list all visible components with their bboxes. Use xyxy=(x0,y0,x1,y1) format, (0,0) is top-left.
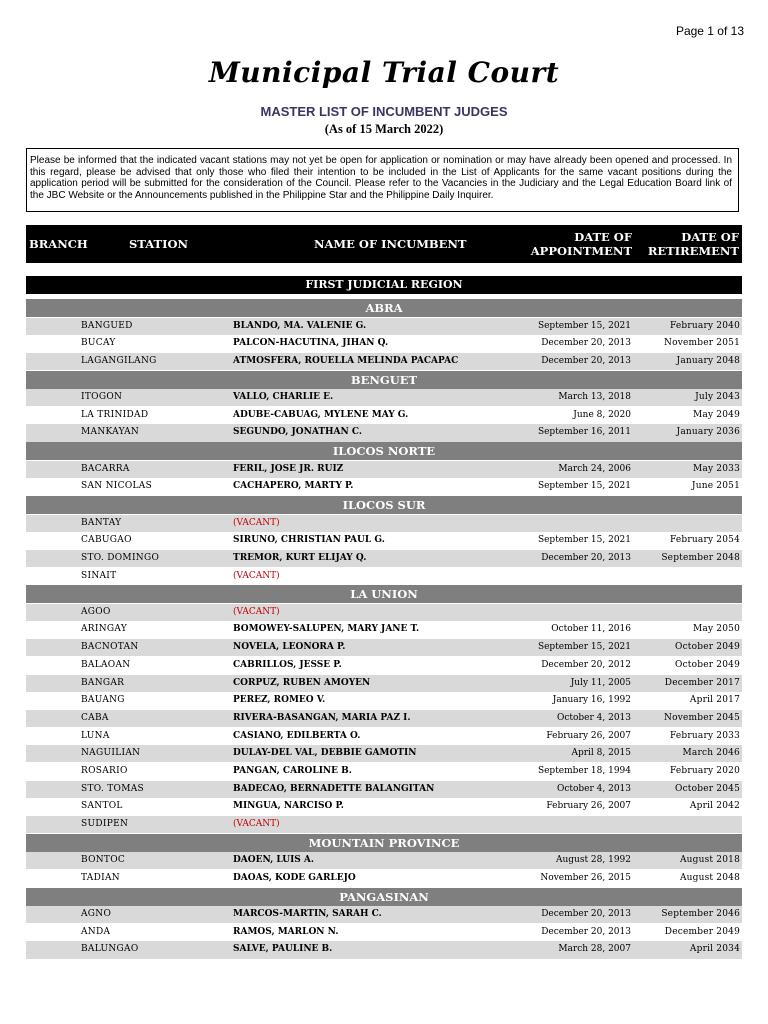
retirement-date-cell: September 2046 xyxy=(661,909,740,920)
retirement-date-cell: December 2017 xyxy=(664,677,740,688)
appointment-date-cell: July 11, 2005 xyxy=(570,677,631,688)
appointment-date-cell: February 26, 2007 xyxy=(546,801,631,812)
incumbent-name-cell: RIVERA-BASANGAN, MARIA PAZ I. xyxy=(233,712,411,723)
station-cell: NAGUILIAN xyxy=(81,748,141,759)
table-row xyxy=(26,710,742,727)
incumbent-name-cell: DULAY-DEL VAL, DEBBIE GAMOTIN xyxy=(233,748,417,759)
table-row xyxy=(26,745,742,762)
station-cell: SANTOL xyxy=(81,801,123,812)
province-heading: MOUNTAIN PROVINCE xyxy=(26,834,742,852)
notice-box: Please be informed that the indicated vacant stations may not yet be open for application or nomination or may have already been opened and processed. In this regard, please be advised that only those who filed their intention to be included in the List of Applicants for the same vacant positions during the application period will be submitted for the consideration of the Council. Please refer to the Vacancies in the Judiciary and the Legal Education Board link of the JBC Website or the Announcements published in the Philippine Star and the Philippine Daily Inquirer. xyxy=(26,148,739,212)
appointment-date-cell: October 4, 2013 xyxy=(556,712,631,723)
incumbent-name-cell: ATMOSFERA, ROUELLA MELINDA PACAPAC xyxy=(233,355,459,366)
table-row xyxy=(26,816,742,833)
station-cell: BAUANG xyxy=(81,695,125,706)
appointment-date-cell: December 20, 2013 xyxy=(541,909,631,920)
retirement-date-cell: March 2046 xyxy=(682,748,740,759)
appointment-date-cell: August 28, 1992 xyxy=(555,855,631,866)
province-heading: ABRA xyxy=(26,299,742,317)
table-row xyxy=(26,798,742,815)
retirement-date-cell: August 2018 xyxy=(679,855,740,866)
station-cell: CABUGAO xyxy=(81,535,132,546)
header-name-of-incumbent: NAME OF INCUMBENT xyxy=(314,237,467,251)
incumbent-name-cell: SIRUNO, CHRISTIAN PAUL G. xyxy=(233,535,385,546)
station-cell: SINAIT xyxy=(81,570,117,581)
station-cell: LAGANGILANG xyxy=(81,355,157,366)
station-cell: ROSARIO xyxy=(81,765,128,776)
station-cell: LUNA xyxy=(81,730,110,741)
table-row xyxy=(26,906,742,923)
appointment-date-cell: January 16, 1992 xyxy=(552,695,631,706)
retirement-date-cell: May 2033 xyxy=(692,463,740,474)
table-row xyxy=(26,568,742,585)
appointment-date-cell: March 13, 2018 xyxy=(558,392,631,403)
incumbent-name-cell: DAOEN, LUIS A. xyxy=(233,855,315,866)
station-cell: BUCAY xyxy=(81,338,116,349)
incumbent-name-cell: CACHAPERO, MARTY P. xyxy=(233,481,354,492)
retirement-date-cell: December 2049 xyxy=(664,926,740,937)
appointment-date-cell: September 16, 2011 xyxy=(537,427,631,438)
as-of-date: (As of 15 March 2022) xyxy=(324,122,444,136)
page-number: Page 1 of 13 xyxy=(675,24,744,38)
incumbent-name-cell: (VACANT) xyxy=(233,606,280,617)
station-cell: BALUNGAO xyxy=(81,944,139,955)
province-heading: LA UNION xyxy=(26,585,742,603)
table-row xyxy=(26,870,742,887)
appointment-date-cell: October 11, 2016 xyxy=(551,624,631,635)
appointment-date-cell: December 20, 2013 xyxy=(541,926,631,937)
appointment-date-cell: October 4, 2013 xyxy=(556,783,631,794)
table-row xyxy=(26,621,742,638)
appointment-date-cell: April 8, 2015 xyxy=(571,748,631,759)
table-row xyxy=(26,335,742,352)
retirement-date-cell: April 2017 xyxy=(689,695,740,706)
province-heading: ILOCOS NORTE xyxy=(26,442,742,460)
incumbent-name-cell: CABRILLOS, JESSE P. xyxy=(233,659,342,670)
table-row xyxy=(26,657,742,674)
incumbent-name-cell: PEREZ, ROMEO V. xyxy=(233,695,326,706)
incumbent-name-cell: (VACANT) xyxy=(233,517,280,528)
incumbent-name-cell: BLANDO, MA. VALENIE G. xyxy=(233,320,367,331)
station-cell: STO. DOMINGO xyxy=(81,552,160,563)
incumbent-name-cell: TREMOR, KURT ELIJAY Q. xyxy=(233,552,367,563)
incumbent-name-cell: DAOAS, KODE GARLEJO xyxy=(233,872,356,883)
appointment-date-cell: December 20, 2013 xyxy=(541,552,631,563)
table-row xyxy=(26,461,742,478)
retirement-date-cell: February 2040 xyxy=(669,320,740,331)
incumbent-name-cell: VALLO, CHARLIE E. xyxy=(233,392,334,403)
station-cell: BACNOTAN xyxy=(81,642,139,653)
appointment-date-cell: December 20, 2013 xyxy=(541,338,631,349)
station-cell: BANTAY xyxy=(81,517,122,528)
table-row xyxy=(26,852,742,869)
incumbent-name-cell: PANGAN, CAROLINE B. xyxy=(233,765,352,776)
retirement-date-cell: April 2034 xyxy=(689,944,740,955)
table-row xyxy=(26,515,742,532)
station-cell: SUDIPEN xyxy=(81,819,129,829)
station-cell: ANDA xyxy=(81,926,111,937)
province-heading: BENGUET xyxy=(26,371,742,389)
retirement-date-cell: April 2042 xyxy=(689,801,740,812)
header-date-of-retirement: DATE OF RETIREMENT xyxy=(647,230,739,258)
province-heading: ILOCOS SUR xyxy=(26,496,742,514)
retirement-date-cell: September 2048 xyxy=(661,552,740,563)
table-row xyxy=(26,407,742,424)
header-date-of-appointment: DATE OF APPOINTMENT xyxy=(530,230,632,258)
station-cell: SAN NICOLAS xyxy=(81,481,153,492)
incumbent-name-cell: CORPUZ, RUBEN AMOYEN xyxy=(233,677,371,688)
incumbent-name-cell: ADUBE-CABUAG, MYLENE MAY G. xyxy=(233,409,409,420)
region-heading: FIRST JUDICIAL REGION xyxy=(26,276,742,294)
incumbent-name-cell: PALCON-HACUTINA, JIHAN Q. xyxy=(233,338,389,349)
appointment-date-cell: November 26, 2015 xyxy=(540,872,631,883)
retirement-date-cell: May 2050 xyxy=(692,624,740,635)
retirement-date-cell: July 2043 xyxy=(695,392,740,403)
court-title: Municipal Trial Court xyxy=(208,56,560,89)
retirement-date-cell: November 2045 xyxy=(664,712,740,723)
table-row xyxy=(26,604,742,621)
station-cell: BANGUED xyxy=(81,320,133,331)
station-cell: ITOGON xyxy=(81,392,123,403)
table-row xyxy=(26,639,742,656)
header-station: STATION xyxy=(129,237,188,251)
appointment-date-cell: June 8, 2020 xyxy=(573,409,631,420)
appointment-date-cell: December 20, 2013 xyxy=(541,355,631,366)
table-row xyxy=(26,424,742,441)
incumbent-name-cell: (VACANT) xyxy=(233,819,280,829)
retirement-date-cell: November 2051 xyxy=(664,338,740,349)
station-cell: BALAOAN xyxy=(81,659,131,670)
incumbent-name-cell: (VACANT) xyxy=(233,570,280,581)
appointment-date-cell: September 15, 2021 xyxy=(537,642,631,653)
table-header xyxy=(26,225,742,263)
appointment-date-cell: September 15, 2021 xyxy=(537,481,631,492)
incumbent-name-cell: SALVE, PAULINE B. xyxy=(233,944,333,955)
judges-table-body xyxy=(26,299,742,959)
incumbent-name-cell: NOVELA, LEONORA P. xyxy=(233,642,346,653)
retirement-date-cell: January 2036 xyxy=(676,427,740,438)
table-row xyxy=(26,550,742,567)
province-heading: PANGASINAN xyxy=(26,888,742,906)
station-cell: BACARRA xyxy=(81,463,130,474)
table-row xyxy=(26,318,742,335)
retirement-date-cell: February 2033 xyxy=(669,730,740,741)
retirement-date-cell: August 2048 xyxy=(679,872,740,883)
table-row xyxy=(26,728,742,745)
table-row xyxy=(26,924,742,941)
appointment-date-cell: September 15, 2021 xyxy=(537,320,631,331)
station-cell: CABA xyxy=(81,712,109,723)
retirement-date-cell: October 2049 xyxy=(674,642,740,653)
table-row xyxy=(26,781,742,798)
table-row xyxy=(26,389,742,406)
station-cell: AGNO xyxy=(81,909,112,920)
station-cell: BONTOC xyxy=(81,855,126,866)
table-row xyxy=(26,532,742,549)
incumbent-name-cell: MARCOS-MARTIN, SARAH C. xyxy=(233,909,382,920)
table-row xyxy=(26,941,742,958)
appointment-date-cell: March 24, 2006 xyxy=(558,463,631,474)
appointment-date-cell: September 15, 2021 xyxy=(537,535,631,546)
incumbent-name-cell: BADECAO, BERNADETTE BALANGITAN xyxy=(233,783,435,794)
station-cell: STO. TOMAS xyxy=(81,783,145,794)
retirement-date-cell: February 2020 xyxy=(669,765,740,776)
incumbent-name-cell: MINGUA, NARCISO P. xyxy=(233,801,344,812)
appointment-date-cell: February 26, 2007 xyxy=(546,730,631,741)
appointment-date-cell: September 18, 1994 xyxy=(537,765,631,776)
station-cell: ARINGAY xyxy=(81,624,128,635)
station-cell: LA TRINIDAD xyxy=(81,409,149,420)
table-row xyxy=(26,478,742,495)
retirement-date-cell: October 2045 xyxy=(674,783,740,794)
header-branch: BRANCH xyxy=(29,237,88,251)
retirement-date-cell: May 2049 xyxy=(692,409,740,420)
table-row xyxy=(26,692,742,709)
retirement-date-cell: October 2049 xyxy=(674,659,740,670)
incumbent-name-cell: FERIL, JOSE JR. RUIZ xyxy=(233,463,344,474)
document-subtitle: MASTER LIST OF INCUMBENT JUDGES xyxy=(260,104,508,119)
incumbent-name-cell: RAMOS, MARLON N. xyxy=(233,926,339,937)
station-cell: TADIAN xyxy=(81,872,120,883)
retirement-date-cell: February 2054 xyxy=(669,535,740,546)
incumbent-name-cell: CASIANO, EDILBERTA O. xyxy=(233,730,361,741)
incumbent-name-cell: BOMOWEY-SALUPEN, MARY JANE T. xyxy=(233,624,420,635)
retirement-date-cell: June 2051 xyxy=(691,481,740,492)
station-cell: AGOO xyxy=(81,606,111,617)
table-row xyxy=(26,353,742,370)
table-row xyxy=(26,763,742,780)
incumbent-name-cell: SEGUNDO, JONATHAN C. xyxy=(233,427,363,438)
appointment-date-cell: December 20, 2012 xyxy=(541,659,631,670)
station-cell: BANGAR xyxy=(81,677,125,688)
table-row xyxy=(26,675,742,692)
retirement-date-cell: January 2048 xyxy=(676,355,740,366)
station-cell: MANKAYAN xyxy=(81,427,140,438)
appointment-date-cell: March 28, 2007 xyxy=(558,944,631,955)
